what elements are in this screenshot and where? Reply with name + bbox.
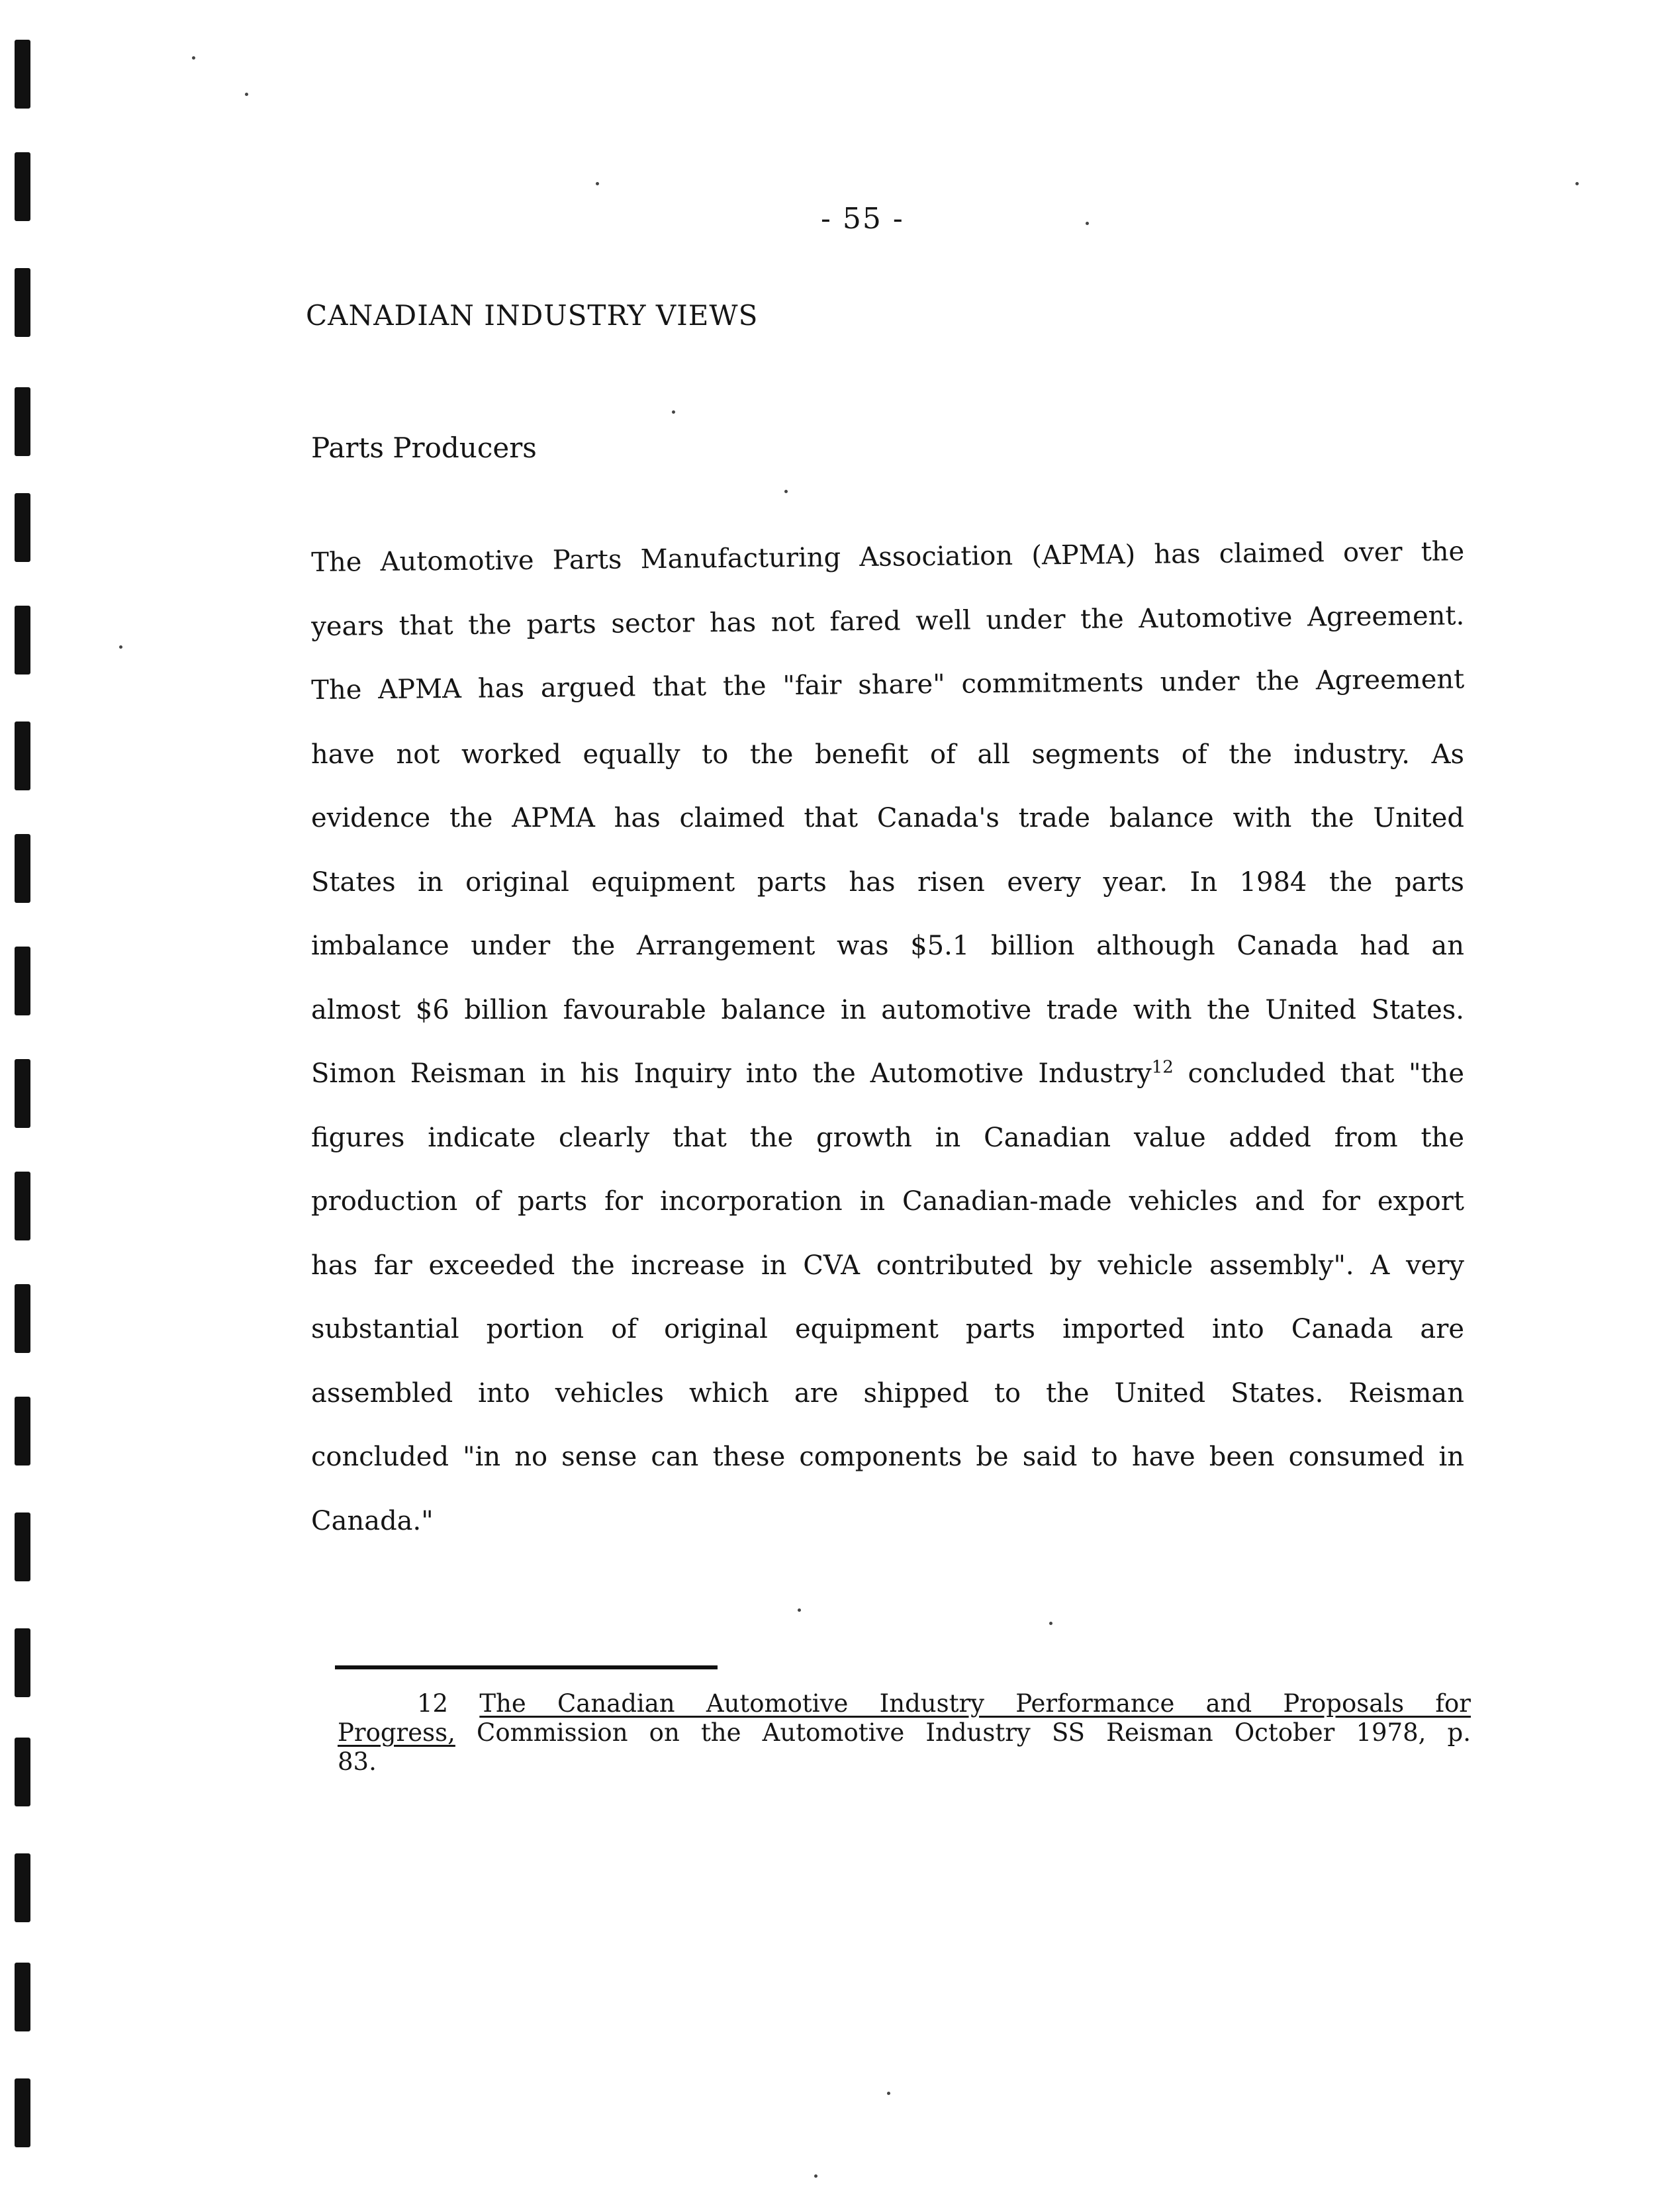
body-line: production of parts for incorporation in Canadian-made vehicles and for export [311,1186,1464,1217]
body-paragraph [311,536,1465,1565]
binding-mark [15,1853,30,1922]
body-line: years that the parts sector has not fared well under the Automotive Agreement. [311,600,1465,642]
body-line: has far exceeded the increase in CVA contributed by vehicle assembly". A very [311,1250,1464,1281]
footnote-line [338,1689,1471,1718]
footnote-number: 12 [417,1689,449,1718]
scan-speck [798,1608,801,1612]
binding-mark [15,387,30,456]
scan-speck [192,56,195,60]
body-line: States in original equipment parts has risen every year. In 1984 the parts [311,866,1464,898]
scan-speck [119,645,122,649]
footnote [338,1689,1471,1777]
footnote-title: The Canadian Automotive Industry Performance and Proposals for [479,1689,1471,1718]
binding-mark [15,1738,30,1806]
body-line: The Automotive Parts Manufacturing Association (APMA) has claimed over the [311,536,1465,578]
scan-speck [596,182,599,185]
binding-mark [15,834,30,903]
body-line: have not worked equally to the benefit of all segments of the industry. As [311,739,1464,770]
scan-speck [672,410,675,414]
body-line: almost $6 billion favourable balance in automotive trade with the United States. [311,994,1464,1025]
binding-mark [15,1059,30,1128]
body-line: figures indicate clearly that the growth in Canadian value added from the [311,1122,1464,1153]
binding-mark [15,947,30,1015]
body-line: substantial portion of original equipment parts imported into Canada are [311,1314,1464,1344]
scan-speck [1086,222,1089,225]
binding-mark [15,1397,30,1466]
scan-speck [814,2174,817,2178]
binding-mark [15,268,30,337]
binding-mark [15,2078,30,2147]
binding-mark [15,40,30,109]
body-line: imbalance under the Arrangement was $5.1 billion although Canada had an [311,931,1464,961]
body-text-segment: concluded that "the [1173,1058,1464,1089]
footnote-source: Commission on the Automotive Industry SS Reisman October 1978, p. [455,1718,1471,1747]
binding-mark [15,1963,30,2031]
binding-mark [15,493,30,562]
body-line: Canada." [311,1505,434,1536]
scan-speck [784,490,788,493]
binding-mark [15,1512,30,1581]
binding-mark [15,1284,30,1353]
body-line: assembled into vehicles which are shipped to the United States. Reisman [311,1377,1464,1409]
body-line: evidence the APMA has claimed that Canada's trade balance with the United [311,803,1464,833]
binding-mark [15,1628,30,1697]
binding-mark [15,152,30,221]
section-heading: CANADIAN INDUSTRY VIEWS [306,299,759,332]
binding-mark [15,606,30,675]
binding-mark [15,1172,30,1240]
body-line: concluded "in no sense can these components be said to have been consumed in [311,1442,1464,1472]
body-text-segment: Simon Reisman in his Inquiry into the Automotive Industry [311,1058,1152,1089]
footnote-rule [335,1665,718,1669]
scan-speck [1049,1622,1052,1625]
page-number: - 55 - [821,202,904,236]
scan-speck [887,2092,890,2095]
body-line: The APMA has argued that the "fair share" commitments under the Agreement [311,664,1465,706]
subheading: Parts Producers [311,432,537,464]
footnote-title: Progress, [338,1718,455,1747]
footnote-line [338,1718,1471,1747]
scan-speck [1575,182,1579,185]
footnote-line: 83. [338,1747,377,1776]
footnote-reference: 12 [1151,1057,1174,1078]
binding-mark [15,721,30,790]
scan-speck [245,93,248,96]
body-line-with-footnote-ref [311,1054,1464,1118]
